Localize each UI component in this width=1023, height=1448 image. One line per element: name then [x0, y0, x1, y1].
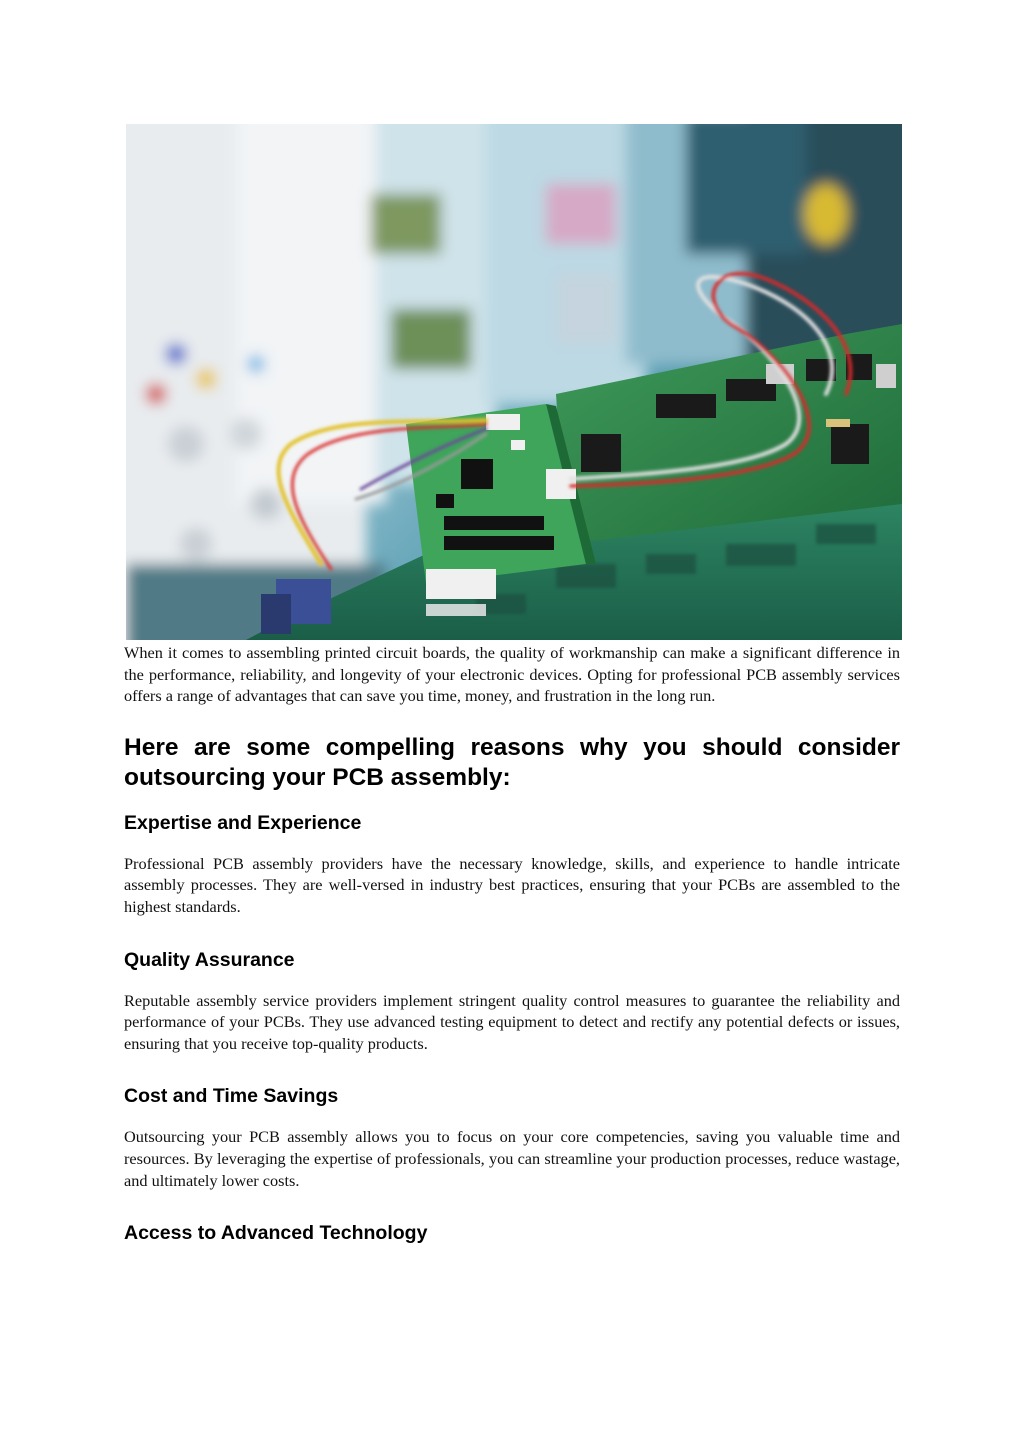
section-heading: Expertise and Experience: [124, 811, 362, 834]
pcb-circuit-board-icon: [126, 124, 902, 640]
section-expertise: [124, 811, 900, 918]
document-page: [124, 124, 900, 1245]
section-text: Outsourcing your PCB assembly allows you to focus on your core competencies, saving you valuable time and resources. By leveraging the expertise of professionals, you can streamline your production processes, reduce wastage, and ultimately lower costs.: [124, 1127, 900, 1190]
section-heading: Quality Assurance: [124, 948, 295, 971]
section-heading: Cost and Time Savings: [124, 1085, 339, 1108]
section-text: Reputable assembly service providers implement stringent quality control measures to guarantee the reliability and performance of your PCBs. They use advanced testing equipment to detect and rectify any potential defects or issues, ensuring that you receive top-quality products.: [124, 990, 900, 1053]
section-heading: Access to Advanced Technology: [124, 1222, 428, 1245]
pcb-photo: [126, 124, 902, 640]
section-quality: [124, 948, 900, 1055]
section-text: Professional PCB assembly providers have the necessary knowledge, skills, and experience to handle intricate assembly processes. They are well-versed in industry best practices, ensuring that your PCBs are assembled to the highest standards.: [124, 853, 900, 916]
section-technology: [124, 1221, 900, 1245]
main-heading: Here are some compelling reasons why you should consider outsourcing your PCB assembly:: [124, 733, 900, 791]
intro-paragraph: When it comes to assembling printed circuit boards, the quality of workmanship can make a significant difference in the performance, reliability, and longevity of your electronic devices. Opting for professional PCB assembly services offers a range of advantages that can save you time, money, and frustration in the long run.: [124, 643, 900, 706]
section-cost-time: [124, 1084, 900, 1191]
